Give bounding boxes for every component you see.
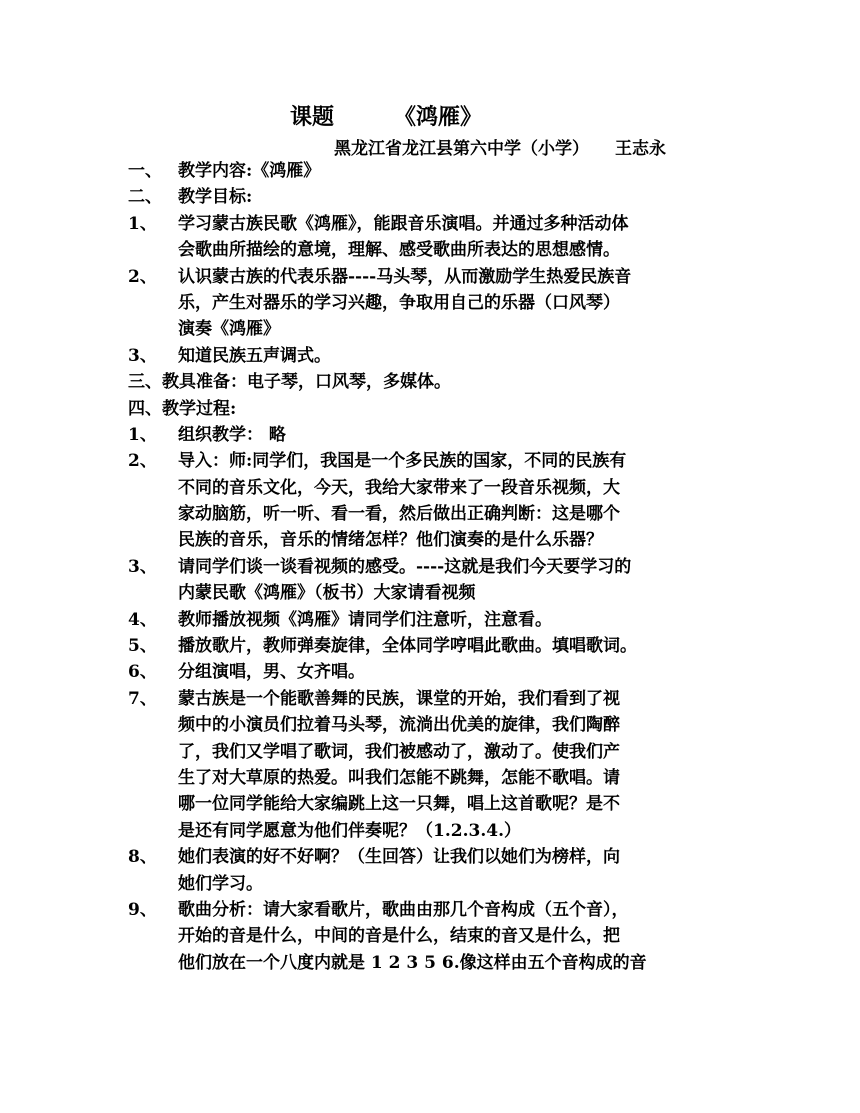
item-number: 7、 xyxy=(128,688,157,709)
item-text: 民族的音乐，音乐的情绪怎样？他们演奏的是什么乐器？ xyxy=(178,530,603,551)
item-number: 2、 xyxy=(128,451,157,472)
text-line xyxy=(128,791,740,817)
item-text: 播放歌片，教师弹奏旋律，全体同学哼唱此歌曲。填唱歌词。 xyxy=(178,636,637,657)
text-line xyxy=(128,290,740,316)
item-text: 她们学习。 xyxy=(178,873,263,894)
document-body xyxy=(128,158,740,976)
text-line xyxy=(128,659,740,685)
item-text: 是还有同学愿意为他们伴奏呢？（1.2.3.4.） xyxy=(178,820,521,841)
item-number: 5、 xyxy=(128,636,157,657)
item-number: 6、 xyxy=(128,662,157,683)
item-number: 1、 xyxy=(128,213,157,234)
text-line xyxy=(128,184,740,210)
item-text: 了，我们又学唱了歌词，我们被感动了，激动了。使我们产 xyxy=(178,741,620,762)
item-number: 4、 xyxy=(128,609,157,630)
text-line xyxy=(128,871,740,897)
item-text: 不同的音乐文化，今天，我给大家带来了一段音乐视频，大 xyxy=(178,477,620,498)
item-text: 请同学们谈一谈看视频的感受。----这就是我们今天要学习的 xyxy=(178,556,632,577)
text-line xyxy=(128,712,740,738)
item-text: 学习蒙古族民歌《鸿雁》，能跟音乐演唱。并通过多种活动体 xyxy=(178,213,629,234)
section-heading: 三、教具准备：电子琴，口风琴，多媒体。 xyxy=(128,372,451,393)
item-text: 内蒙民歌《鸿雁》（板书）大家请看视频 xyxy=(178,583,476,604)
item-text: 蒙古族是一个能歌善舞的民族，课堂的开始，我们看到了视 xyxy=(178,688,620,709)
item-text: 乐，产生对器乐的学习兴趣，争取用自己的乐器（口风琴） xyxy=(178,292,620,313)
page-title xyxy=(290,100,482,131)
author-line xyxy=(334,134,666,159)
item-number: 2、 xyxy=(128,266,157,287)
text-line xyxy=(128,950,740,976)
item-text: 演奏《鸿雁》 xyxy=(178,319,280,340)
item-text: 她们表演的好不好啊？（生回答）让我们以她们为榜样，向 xyxy=(178,847,620,868)
text-line xyxy=(128,818,740,844)
author-name: 王志永 xyxy=(615,139,666,159)
item-text: 开始的音是什么，中间的音是什么，结束的音又是什么，把 xyxy=(178,926,620,947)
item-text: 教学目标: xyxy=(178,187,253,208)
item-text: 会歌曲所描绘的意境，理解、感受歌曲所表达的思想感情。 xyxy=(178,240,620,261)
item-number: 1、 xyxy=(128,424,157,445)
text-line xyxy=(128,765,740,791)
item-number: 9、 xyxy=(128,899,157,920)
item-number: 一、 xyxy=(128,161,162,181)
item-text: 哪一位同学能给大家编跳上这一只舞，唱上这首歌呢？是不 xyxy=(178,794,620,815)
text-line xyxy=(128,554,740,580)
text-line xyxy=(128,264,740,290)
title-label: 课题 xyxy=(290,104,335,130)
item-number: 3、 xyxy=(128,556,157,577)
text-line xyxy=(128,607,740,633)
item-text: 教学内容:《鸿雁》 xyxy=(178,161,321,181)
item-number: 8、 xyxy=(128,847,157,868)
text-line xyxy=(128,158,740,184)
item-number: 二、 xyxy=(128,187,162,208)
text-line xyxy=(128,633,740,659)
item-text: 生了对大草原的热爱。叫我们怎能不跳舞，怎能不歌唱。请 xyxy=(178,767,620,788)
item-text: 知道民族五声调式。 xyxy=(178,345,331,366)
text-line xyxy=(128,475,740,501)
item-text: 教师播放视频《鸿雁》请同学们注意听，注意看。 xyxy=(178,609,552,630)
text-line xyxy=(128,343,740,369)
item-text: 分组演唱，男、女齐唱。 xyxy=(178,662,365,683)
text-line xyxy=(128,316,740,342)
text-line xyxy=(128,369,740,395)
text-line xyxy=(128,897,740,923)
text-line xyxy=(128,237,740,263)
item-text: 歌曲分析：请大家看歌片，歌曲由那几个音构成（五个音）， xyxy=(178,899,629,920)
title-song: 《鸿雁》 xyxy=(394,104,483,130)
text-line xyxy=(128,396,740,422)
item-number: 3、 xyxy=(128,345,157,366)
item-text: 导入：师:同学们，我国是一个多民族的国家，不同的民族有 xyxy=(178,451,627,472)
item-text: 他们放在一个八度内就是 1 2 3 5 6.像这样由五个音构成的音 xyxy=(178,952,647,973)
section-heading: 四、教学过程: xyxy=(128,398,237,419)
text-line xyxy=(128,527,740,553)
item-text: 家动脑筋，听一听、看一看，然后做出正确判断：这是哪个 xyxy=(178,504,620,525)
text-line xyxy=(128,448,740,474)
item-text: 频中的小演员们拉着马头琴，流淌出优美的旋律，我们陶醉 xyxy=(178,715,620,736)
text-line xyxy=(128,923,740,949)
text-line xyxy=(128,422,740,448)
text-line xyxy=(128,580,740,606)
item-text: 组织教学： 略 xyxy=(178,424,286,445)
school-name: 黑龙江省龙江县第六中学（小学） xyxy=(334,139,589,159)
text-line xyxy=(128,211,740,237)
text-line xyxy=(128,844,740,870)
text-line xyxy=(128,686,740,712)
item-text: 认识蒙古族的代表乐器----马头琴，从而激励学生热爱民族音 xyxy=(178,266,632,287)
text-line xyxy=(128,501,740,527)
text-line xyxy=(128,739,740,765)
